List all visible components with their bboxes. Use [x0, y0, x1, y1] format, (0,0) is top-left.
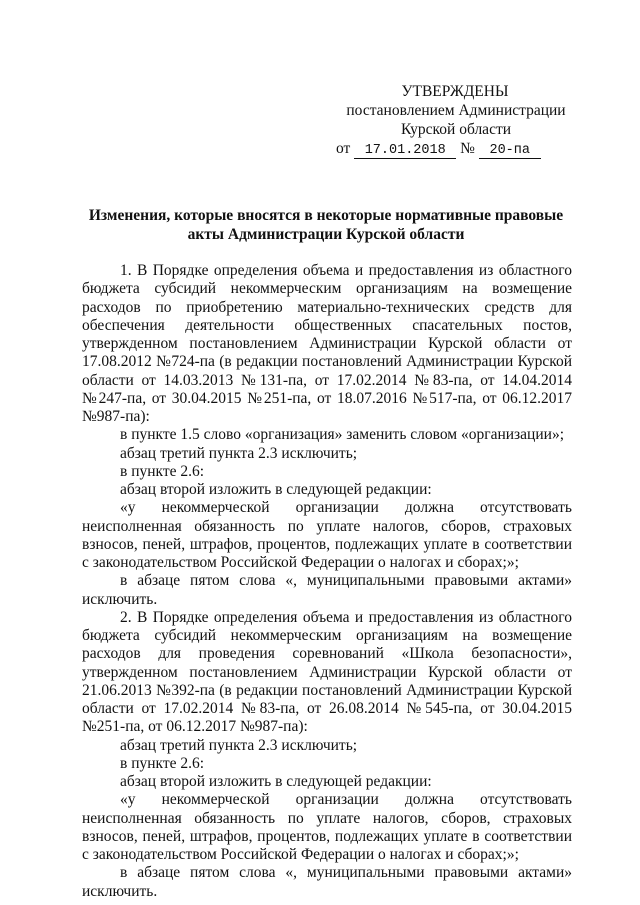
section-2-item-1: абзац третий пункта 2.3 исключить;	[120, 736, 358, 754]
section-2-item-2: в пункте 2.6:	[120, 754, 205, 772]
approval-region: Курской области	[400, 121, 512, 138]
date-prefix: от	[336, 140, 351, 157]
approval-title: УТВЕРЖДЕНЫ	[401, 83, 509, 100]
section-1-item-4: абзац второй изложить в следующей редакции:	[120, 481, 432, 498]
approval-date: 17.01.2018	[354, 143, 456, 159]
section-2-item-4: в абзаце пятом слова «, муниципальными правовыми актами» исключить.	[82, 864, 572, 900]
section-1-item-5: в абзаце пятом слова «, муниципальными правовыми актами» исключить.	[82, 572, 572, 608]
section-1-intro: 1. В Порядке определения объема и предоставления из областного бюджета субсидий некоммерческим организациям на возмещение расходов по приобретению материально-технических средств для обеспечения деятельности общественных спасательных постов, утвержденном постановлением Администрации Курской области от 17.08.2012 №724-па (в редакции постановлений Администрации Курской области от 14.03.2013 №131-па, от 17.02.2014 №83-па, от 14.04.2014 №247-па, от 30.04.2015 №251-па, от 18.07.2016 №517-па, от 06.12.2017 №987-па):	[82, 262, 572, 425]
section-2-quote: «у некоммерческой организации должна отсутствовать неисполненная обязанность по уплате налогов, сборов, страховых взносов, пеней, штрафов, процентов, подлежащих уплате в соответствии с законодательством Российской Федерации о налогах и сборах;»;	[82, 791, 572, 863]
document-heading	[80, 206, 572, 244]
section-1-item-1: в пункте 1.5 слово «организация» заменить словом «организации»;	[120, 426, 564, 444]
document-body	[82, 262, 572, 901]
section-1-item-3: в пункте 2.6:	[120, 462, 205, 480]
approval-block	[336, 82, 576, 159]
approval-date-line	[336, 139, 576, 159]
number-prefix: №	[460, 140, 475, 157]
heading-line-2: акты Администрации Курской области	[187, 226, 465, 243]
section-1-quote: «у некоммерческой организации должна отсутствовать неисполненная обязанность по уплате налогов, сборов, страховых взносов, пеней, штрафов, процентов, подлежащих уплате в соответствии с законодательством Российской Федерации о налогах и сборах;»;	[82, 499, 572, 571]
section-2-intro: 2. В Порядке определения объема и предоставления из областного бюджета субсидий некоммерческим организациям на возмещение расходов для проведения соревнований «Школа безопасности», утвержденном постановлением Администрации Курской области от 21.06.2013 №392-па (в редакции постановлений Администрации Курской области от 17.02.2014 №83-па, от 26.08.2014 №545-па, от 30.04.2015 №251-па, от 06.12.2017 №987-па):	[82, 608, 572, 736]
section-1-item-2: абзац третий пункта 2.3 исключить;	[120, 444, 358, 462]
heading-line-1: Изменения, которые вносятся в некоторые нормативные правовые	[88, 207, 564, 224]
section-2-item-3: абзац второй изложить в следующей редакции:	[120, 773, 432, 790]
approval-issuer: постановлением Администрации	[346, 102, 566, 119]
approval-number: 20-па	[479, 143, 541, 159]
